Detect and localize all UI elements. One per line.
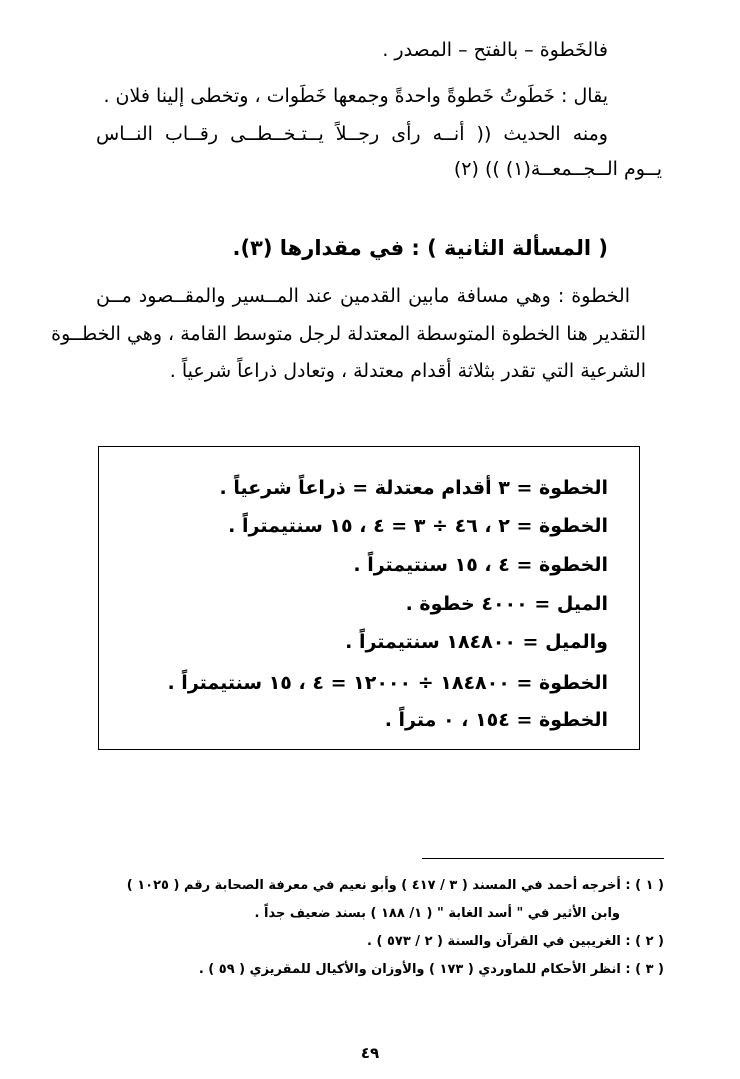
section-heading: ( المسألة الثانية ) : في مقدارها (٣). bbox=[232, 236, 608, 260]
section-line-2: التقدير هنا الخطوة المتوسطة المعتدلة لرجل متوسط القامة ، وهي الخطــوة bbox=[51, 323, 646, 345]
equation-line-5: والميل = ١٨٤٨٠٠ سنتيمتراً . bbox=[345, 631, 608, 653]
equation-line-4: الميل = ٤٠٠٠ خطوة . bbox=[405, 593, 608, 615]
equation-line-7: الخطوة = ١٥٤ ، ٠ متراً . bbox=[384, 709, 608, 731]
body-line-2: يقال : خَطَوتُ خَطوةً واحدةً وجمعها خَطَوات ، وتخطى إلينا فلان . bbox=[103, 85, 608, 107]
section-line-1: الخطوة : وهي مسافة مابين القدمين عند المــسير والمقــصود مــن bbox=[96, 285, 630, 307]
footnote-1-continued: وابن الأثير في " أسد الغابة " ( ١/ ١٨٨ ) بسند ضعيف جداً . bbox=[254, 906, 620, 921]
body-line-1: فالخَطوة – بالفتح – المصدر . bbox=[382, 39, 608, 61]
footnote-1: ( ١ ) : أخرجه أحمد في المسند ( ٣ / ٤١٧ ) وأبو نعيم في معرفة الصحابة رقم ( ١٠٢٥ ) bbox=[126, 878, 664, 893]
equation-line-6: الخطوة = ١٨٤٨٠٠ ÷ ١٢٠٠٠ = ٤ ، ١٥ سنتيمتراً . bbox=[167, 672, 608, 694]
body-line-4: يــوم الــجــمعــة(١) )) (٢) bbox=[453, 158, 662, 180]
footnote-2: ( ٢ ) : الغريبين في القرآن والسنة ( ٢ / ٥٧٣ ) . bbox=[367, 934, 664, 949]
equation-line-2: الخطوة = ٢ ، ٤٦ ÷ ٣ = ٤ ، ١٥ سنتيمتراً . bbox=[228, 515, 608, 537]
equation-line-3: الخطوة = ٤ ، ١٥ سنتيمتراً . bbox=[353, 554, 608, 576]
footnote-3: ( ٣ ) : انظر الأحكام للماوردي ( ١٧٣ ) والأوزان والأكيال للمقريزي ( ٥٩ ) . bbox=[198, 962, 664, 977]
body-line-3: ومنه الحديث (( أنــه رأى رجــلاً يــتـخــطــى رقــاب النــاس bbox=[96, 123, 608, 145]
section-line-3: الشرعية التي تقدر بثلاثة أقدام معتدلة ، وتعادل ذراعاً شرعياً . bbox=[169, 360, 646, 382]
equation-line-1: الخطوة = ٣ أقدام معتدلة = ذراعاً شرعياً . bbox=[219, 477, 608, 499]
page-number: ٤٩ bbox=[360, 1044, 380, 1062]
footnote-separator bbox=[422, 858, 664, 859]
